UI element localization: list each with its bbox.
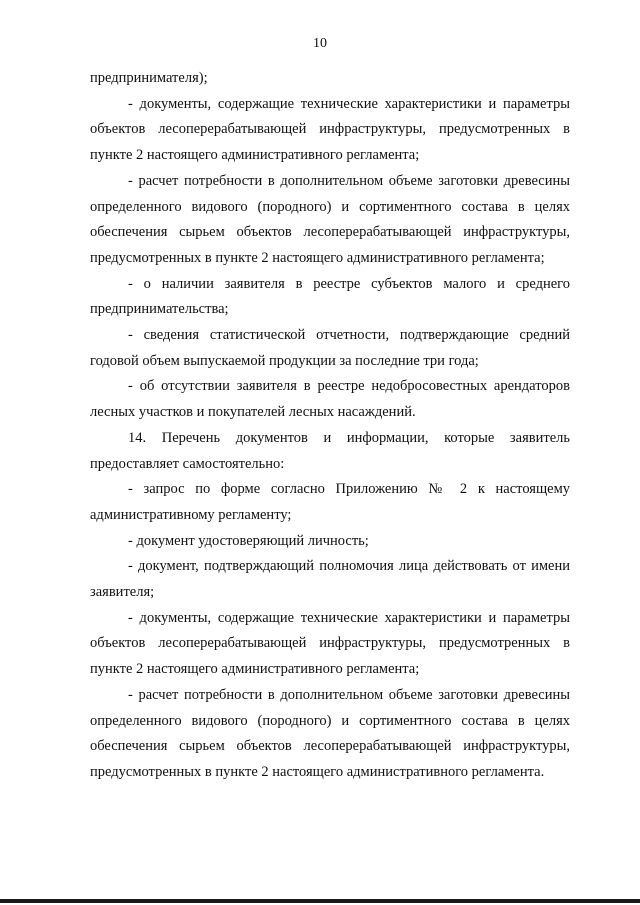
list-item-authority-document: - документ, подтверждающий полномочия лица действовать от имени заявителя; xyxy=(90,558,570,601)
page-number: 10 xyxy=(313,36,327,51)
section-14-heading: 14. Перечень документов и информации, которые заявитель предоставляет самостоятельно: xyxy=(90,429,570,472)
list-item-wood-demand-calc-2: - расчет потребности в дополнительном объеме заготовки древесины определенного видового (породного) и сортиментного состава в целях обеспечения сырьем объектов лесоперерабатывающей инфраструктуры, предусмотренных в пункте 2 настоящего административного регламента. xyxy=(90,686,570,780)
list-item-technical-docs: - документы, содержащие технические характеристики и параметры объектов лесоперерабатывающей инфраструктуры, предусмотренных в пункте 2 настоящего административного регламента; xyxy=(90,95,570,164)
document-body xyxy=(90,66,570,786)
list-item-identity-document: - документ удостоверяющий личность; xyxy=(128,532,369,549)
list-item-unfair-tenants-registry: - об отсутствии заявителя в реестре недобросовестных арендаторов лесных участков и покупателей лесных насаждений. xyxy=(90,378,570,421)
list-item-statistical-reports: - сведения статистической отчетности, подтверждающие средний годовой объем выпускаемой продукции за последние три года; xyxy=(90,327,570,369)
list-item-wood-demand-calc: - расчет потребности в дополнительном объеме заготовки древесины определенного видового (породного) и сортиментного состава в целях обеспечения сырьем объектов лесоперерабатывающей инфраструктуры, предусмотренных в пункте 2 настоящего административного регламента; xyxy=(90,172,570,266)
list-item-small-business-registry: - о наличии заявителя в реестре субъектов малого и среднего предпринимательства; xyxy=(90,275,570,318)
paragraph-continuation: предпринимателя); xyxy=(90,70,208,86)
bottom-rule xyxy=(0,899,640,903)
list-item-technical-docs-2: - документы, содержащие технические характеристики и параметры объектов лесоперерабатывающей инфраструктуры, предусмотренных в пункте 2 настоящего административного регламента; xyxy=(90,609,570,678)
list-item-request-form: - запрос по форме согласно Приложению № 2 к настоящему административному регламенту; xyxy=(90,481,570,523)
